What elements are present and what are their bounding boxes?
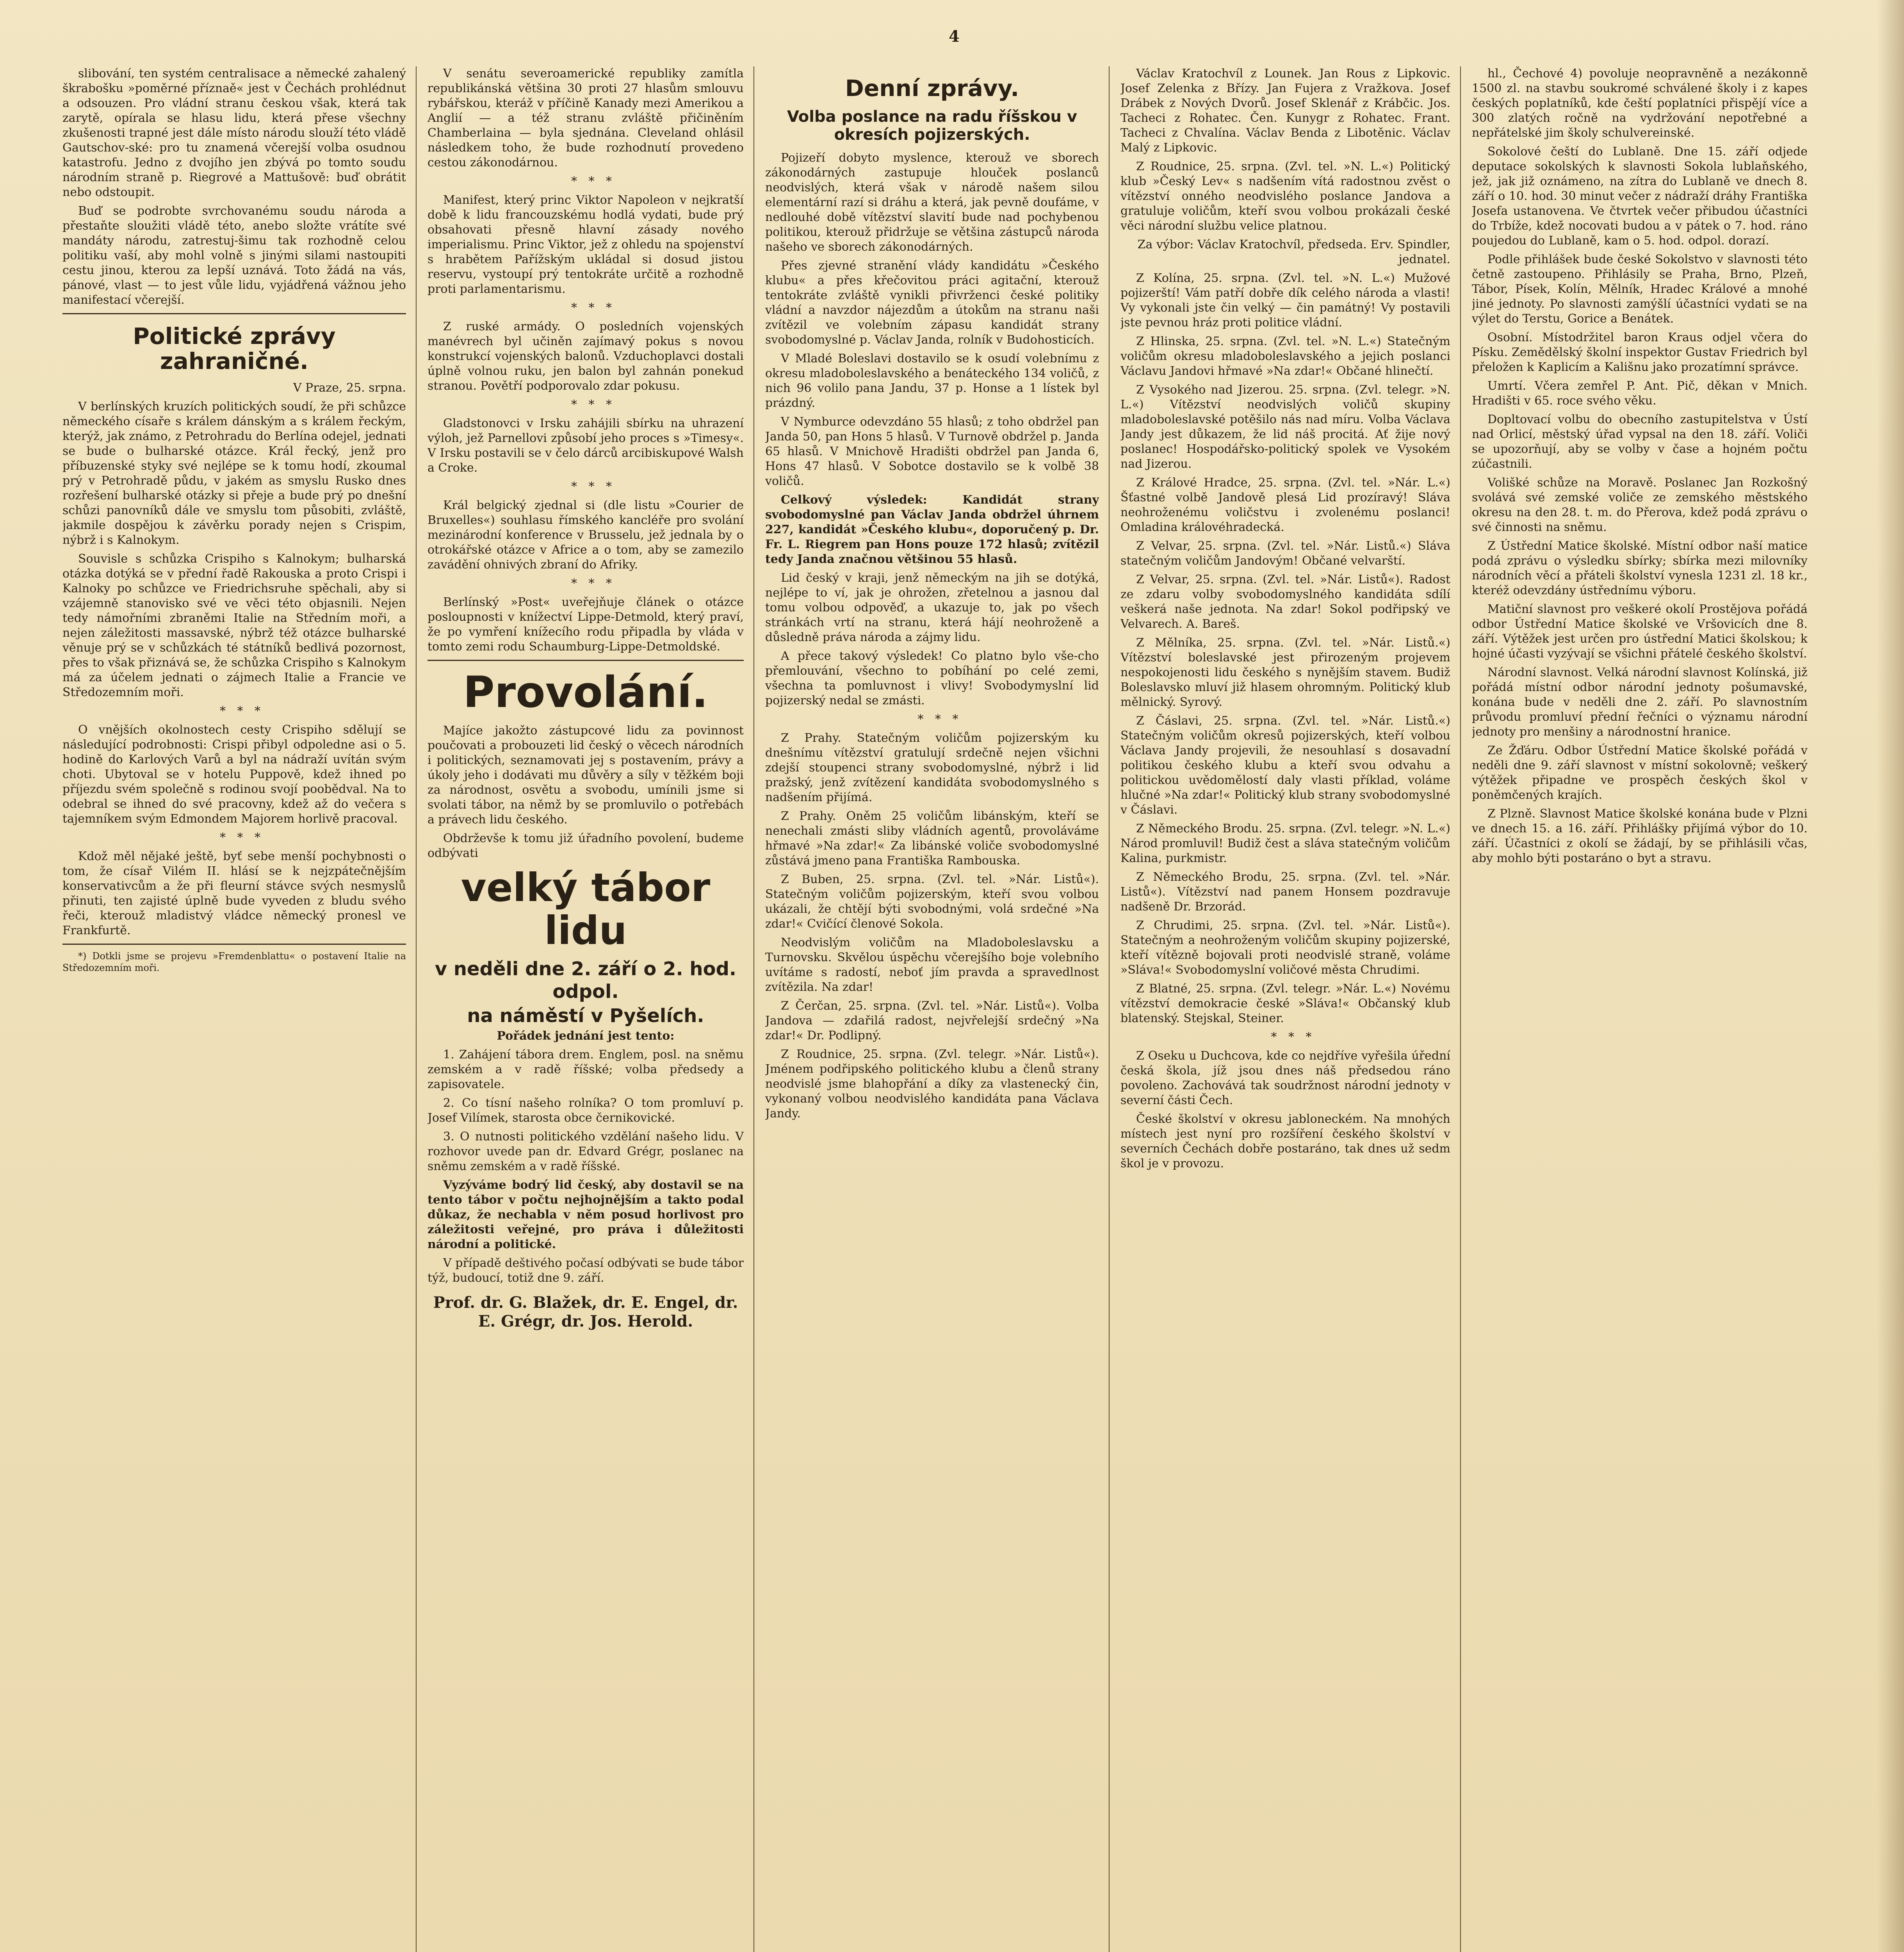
- telegram: Z Blatné, 25. srpna. (Zvl. telegr. »Nár. L.«) Novému vítězství demokracie české »Sláva!« Občanský klub blatenský. Stejskal, Steiner.: [1120, 982, 1450, 1025]
- column-rule: [416, 66, 417, 1952]
- divider: [427, 660, 744, 661]
- telegram: Z Králové Hradce, 25. srpna. (Zvl. tel. »Nár. L.«) Šťastné volbě Jandově plesá Lid prozíravý! Sláva neohroženému voličstvu i zvolenému poslanci! Omladina královéhradecká.: [1120, 476, 1450, 534]
- proclamation-text: Majíce jakožto zástupcové lidu za povinnost poučovati a probouzeti lid český o věcech národních i politických, seznamovati jej s postavením, právy a úkoly jeho i dodávati mu důvěry a síly v těžkém boji za národnost, osvětu a svobodu, umínili jsme si svolati tábor, na němž by se promluvilo o potřebách a právech lidu českého.: [427, 724, 744, 826]
- telegram: Z Vysokého nad Jizerou. 25. srpna. (Zvl. telegr. »N. L.«) Vítězství neodvislých voličů skupiny mladoboleslavské potěšilo nás nad míru. Volba Václava Jandy jest důkazem, že lid náš procitá. Ať žije nový poslanec! Hospodářsko-politický spolek ve Vysokém nad Jizerou.: [1120, 383, 1450, 471]
- telegram: Z Velvar, 25. srpna. (Zvl. tel. »Nár. Listů«). Radost ze zdaru volby svobodomyslného kandidáta sdílí veškerá naše jednota. Na zdar! Sokol podřipský ve Velvarech. A. Bareš.: [1120, 573, 1450, 631]
- divider: [62, 944, 406, 945]
- event-date: v neděli dne 2. září o 2. hod. odpol.: [435, 958, 737, 1003]
- article-text: Umrtí. Včera zemřel P. Ant. Pič, děkan v Mnich. Hradišti v 65. roce svého věku.: [1472, 379, 1808, 408]
- section-heading: Politické zprávy zahraničné.: [133, 323, 336, 374]
- article-text: Buď se podrobte svrchovanému soudu národa a přestaňte sloužiti vládě této, anebo složte vrátíte své mandáty národu, zatrestuj-šimu tak rozhodně celou politiku vaší, aby mohl volně s jinými silami nastoupiti cestu jinou, kterou za lepší uznává. Toto žádá na vás, pánové, vlast — to jest vůle lidu, vyjádřená vážnou jeho manifestací včerejší.: [62, 204, 406, 307]
- article-text: Z ruské armády. O posledních vojenských manévrech byl učiněn zajímavý pokus s novou konstrukcí vojenských balonů. Vzduchoplavci dostali úplně volnou ruku, jen balon byl zahnán ponekud stranou. Povětří podporovalo zdar pokusu.: [427, 320, 744, 393]
- article-text: Národní slavnost. Velká národní slavnost Kolínská, již pořádá místní odbor národní jednoty pošumavské, konána bude v neděli dne 2. září. Po slavnostním průvodu promluví přední řečníci o významu národní jednoty pro menšiny a národnostní hranice.: [1472, 666, 1808, 739]
- signatories: Prof. dr. G. Blažek, dr. E. Engel, dr. E. Grégr, dr. Jos. Herold.: [433, 1293, 738, 1330]
- column-2: [427, 66, 744, 1952]
- column-1: [62, 66, 406, 1952]
- telegram: Z Chrudimi, 25. srpna. (Zvl. tel. »Nár. Listů«). Statečným a neohroženým voličům skupiny pojizerské, kteří vítězně bojovali proti neodvislé straně, voláme »Sláva!« Svobodomyslní voličové města Chrudimi.: [1120, 919, 1450, 977]
- event-place: na náměstí v Pyšelích.: [467, 1005, 704, 1027]
- separator-mark: * * *: [571, 577, 616, 590]
- footnote: *) Dotkli jsme se projevu »Fremdenblattu« o postavení Italie na Středozemním moři.: [62, 951, 406, 973]
- separator-mark: * * *: [571, 301, 616, 315]
- article-text: Dopltovací volbu do obecního zastupitelstva v Ústí nad Orlicí, městský úřad vypsal na den 18. září. Voliči se upozorňují, aby se volby v čase a hojném počtu zúčastnili.: [1472, 413, 1808, 471]
- telegram: Z Hlinska, 25. srpna. (Zvl. tel. »N. L.«) Statečným voličům okresu mladoboleslavského a jejich poslanci Václavu Jandovi hřmavé »Na zdar!« Občané hlinečtí.: [1120, 335, 1450, 378]
- telegram: Z Prahy. Statečným voličům pojizerským ku dnešnímu vítězství gratulují srdečně nejen všichni zdejší stoupenci strany svobodomyslné, nýbrž i lid pražský, jenž zvítězení kandidáta svobodomyslného s nadšením přijímá.: [765, 731, 1099, 804]
- telegram: Z Velvar, 25. srpna. (Zvl. tel. »Nár. Listů.«) Sláva statečným voličům Jandovým! Občané velvarští.: [1120, 539, 1450, 568]
- article-text: V senátu severoamerické republiky zamítla republikánská většina 30 proti 27 hlasům smlouvu rybářskou, kteráž v příčině Kanady mezi Amerikou a Anglií — a též stranu zvláště přičiněním Chamberlaina — byla sjednána. Cleveland ohlásil následkem toho, že bude rozhodnutí provedeno cestou zákonodárnou.: [427, 67, 744, 169]
- article-text: O vnějších okolnostech cesty Crispiho sdělují se následující podrobnosti: Crispi přibyl odpoledne asi o 5. hodině do Karlových Varů a byl na nádraží uvítán svým choti. Ubytoval se v hotelu Puppově, kdež ihned po příjezdu svém společně s rodinou svojí poobědval. Na to odebral se ihned do své pracovny, kdež až do večera s tajemníkem svým Edmondem Majorem horlivě pracoval.: [62, 723, 406, 826]
- article-text: Z Plzně. Slavnost Matice školské konána bude v Plzni ve dnech 15. a 16. září. Přihlášky přijímá výbor do 10. září. Účastníci z okolí se žádají, by se přihlásili včas, aby mohlo býti postaráno o byt a stravu.: [1472, 807, 1808, 865]
- telegram: Z Roudnice, 25. srpna. (Zvl. tel. »N. L.«) Politický klub »Český Lev« s nadšením vítá radostnou zvěst o vítězství onného neodvislého poslance Jandova a gratuluje voličům, kteří svou volbou prokázali české věci národní službu velice platnou.: [1120, 160, 1450, 233]
- article-text: Král belgický zjednal si (dle listu »Courier de Bruxelles«) souhlasu římského kancléře pro svolání mezinárodní konference v Brusselu, jež jednala by o otrokářské otázce v Africe a o tom, aby se zamezilo zavádění ohnivých zbraní do Afriky.: [427, 499, 744, 572]
- article-text: Přes zjevné stranění vlády kandidátu »Českého klubu« a přes křečovitou práci agitační, kterouž tentokráte zvláště vynikli přivrženci české politiky vládní a navzdor nájezdům a útokům na stranu naši zvítězil ve volebním zápasu kandidát strany svobodomyslné p. Václav Janda, rolník v Budohosticích.: [765, 259, 1099, 347]
- telegram: Václav Kratochvíl z Lounek. Jan Rous z Lipkovic. Josef Zelenka z Břízy. Jan Fujera z Vražkova. Josef Drábek z Nových Dvorů. Josef Sklenář z Krábčic. Jos. Tacheci z Rohatec. Čen. Kunygr z Rohatec. Frant. Tacheci z Chvalína. Václav Benda z Libotěnic. Václav Malý z Lipkovic.: [1120, 67, 1450, 155]
- telegram: Neodvislým voličům na Mladoboleslavsku a Turnovsku. Skvělou úspěchu včerejšího boje volebního uvítáme s radostí, neboť jím pravda a spravedlnost zvítězila. Na zdar!: [765, 936, 1099, 994]
- telegram: Z Mělníka, 25. srpna. (Zvl. tel. »Nár. Listů.«) Vítězství boleslavské jest přirozeným projevem nespokojenosti lidu českého s nynějším stavem. Budiž Boleslavsko mluví již hlasem ohromným. Politický klub mělnický. Syrový.: [1120, 636, 1450, 709]
- article-text: V Mladé Boleslavi dostavilo se k osudí volebnímu z okresu mladoboleslavského a benáteckého 134 voličů, z nich 96 volilo pana Jandu, 37 p. Honse a 1 lístek byl prázdný.: [765, 352, 1099, 410]
- proclamation-text: V případě deštivého počasí odbývati se bude tábor týž, budoucí, totiž dne 9. září.: [427, 1256, 744, 1285]
- article-text: České školství v okresu jabloneckém. Na mnohých místech jest nyní pro rozšíření českého školství v severních Čechách dobře postaráno, tak dnes už sedm škol je v provozu.: [1120, 1112, 1450, 1170]
- telegram: Z Buben, 25. srpna. (Zvl. tel. »Nár. Listů«). Statečným voličům pojizerským, kteří svou volbou ukázali, že chtějí býti svobodnými, volá srdečné »Na zdar!« Cvičící členové Sokola.: [765, 873, 1099, 931]
- article-text: Matiční slavnost pro veškeré okolí Prostějova pořádá odbor Ústřední Matice školské ve Vršovicích dne 8. září. Výtěžek jest určen pro ústřední Matici školskou; k hojné účasti vyzývají se všichni přátelé českého školství.: [1472, 602, 1808, 661]
- article-text: Ze Žďáru. Odbor Ústřední Matice školské pořádá v neděli dne 9. září slavnost v místní sokolovně; veškerý výtěžek připadne ve prospěch českých škol v poněmčených krajích.: [1472, 744, 1808, 802]
- column-5: [1472, 66, 1808, 1952]
- article-text: Z Ústřední Matice školské. Místní odbor naší matice podá zprávu o výsledku sbírky; sbírka mezi milovníky národních věcí a přáteli školství vynesla 1231 zl. 18 kr., kteréž odevzdány ústřednímu výboru.: [1472, 539, 1808, 597]
- article-text: Kdož měl nějaké ještě, byť sebe menší pochybnosti o tom, že císař Vilém II. hlásí se k nejzpátečnějším konservativcům a že při fleurní stávce svých nesmyslů přinuti, ten zajisté úplně bude vyveden z bludu svého řeči, kterouž mladistvý vládce německý pronesl ve Frankfurtě.: [62, 850, 406, 937]
- section-heading: Denní zprávy.: [845, 75, 1019, 102]
- article-text: Podle přihlášek bude české Sokolstvo v slavnosti této četně zastoupeno. Přihlásily se Praha, Brno, Plzeň, Tábor, Písek, Kolín, Mělník, Hradec Králové a mnohé jiné jednoty. Po slavnosti zamýšlí účastníci vydati se na výlet do Terstu, Gorice a Benátek.: [1472, 253, 1808, 326]
- telegram: Z Německého Brodu, 25. srpna. (Zvl. tel. »Nár. Listů«). Vítězství nad panem Honsem pozdravuje nadšeně Dr. Brzorád.: [1120, 870, 1450, 914]
- column-rule: [1109, 66, 1110, 1952]
- proclamation-appeal: Vyzýváme bodrý lid český, aby dostavil se na tento tábor v počtu nejhojnějším a takto podal důkaz, že nechabla v něm posud horlivost pro záležitosti veřejné, pro práva i důležitosti národní a politické.: [427, 1178, 744, 1251]
- separator-mark: * * *: [571, 175, 616, 188]
- proclamation-title: Provolání.: [463, 667, 708, 717]
- telegram: Z Německého Brodu. 25. srpna. (Zvl. telegr. »N. L.«) Národ promluvil! Budiž čest a sláva statečným voličům Kalina, purkmistr.: [1120, 822, 1450, 865]
- article-text: V Nymburce odevzdáno 55 hlasů; z toho obdržel pan Janda 50, pan Hons 5 hlasů. V Turnově obdržel p. Janda 65 hlasů. V Mnichově Hradišti obdržel pan Janda 6, Hons 47 hlasů. V Sobotce dostavilo se k volbě 38 voličů.: [765, 415, 1099, 488]
- separator-mark: * * *: [571, 398, 616, 411]
- article-text: Berlínský »Post« uveřejňuje článek o otázce posloupnosti v knížectví Lippe-Detmold, který praví, že po vymření knížecího rodu připadla by vláda v tomto zemi rodu Schaumburg-Lippe-Detmoldské.: [427, 595, 744, 654]
- separator-mark: * * *: [917, 712, 962, 726]
- signature: Za výbor: Václav Kratochvíl, předseda. Erv. Spindler, jednatel.: [1137, 238, 1450, 266]
- separator-mark: * * *: [1271, 1030, 1316, 1044]
- article-text: Celkový výsledek: Kandidát strany svobodomyslné pan Václav Janda obdržel úhrnem 227, kandidát »Českého klubu«, doporučený p. Dr. Fr. L. Riegrem pan Hons pouze 172 hlasů; zvítězil tedy Janda značnou většinou 55 hlasů.: [765, 493, 1099, 566]
- article-text: V berlínských kruzích politických soudí, že při schůzce německého císaře s králem dánským a s králem řeckým, kterýž, jak známo, z Petrohradu do Berlína odejel, jednati se bude o bulharské otázce. Král řecký, jenž pro příbuzenské styky své nejlépe se k tomu hodí, zkoumal prý v Petrohradě půdu, v jakém as smyslu Rusko dnes rozřešení bulharské otázky si přeje a bude prý po dnešní schůzi panovníků dále ve smyslu tom působiti, zvláště, jakmile dospějou k závěrku porady nejen s Crispim, nýbrž i s Kalnokym.: [62, 400, 406, 547]
- article-text: A přece takový výsledek! Co platno bylo vše-cho přemlouvání, všechno to pobíhání po celé zemi, všechna ta pomluvnost i vlivy! Svobodymyslní lid pojizerský nedal se zmásti.: [765, 649, 1099, 707]
- article-text: Pojizeří dobyto myslence, kterouž ve sborech zákonodárných zastupuje hlouček poslanců neodvislých, která však v národě našem silou elementární razí si dráhu a která, jak pevně doufáme, v nedlouhé době vítězství slavití bude nad pochybenou politikou, kterouž přidržuje se většina zástupců národa našeho ve sborech zákonodárných.: [765, 151, 1099, 254]
- article-text: Osobní. Místodržitel baron Kraus odjel včera do Písku. Zemědělský školní inspektor Gustav Friedrich byl přeložen k Kaplicím a Kališnu jako prozatímní správce.: [1472, 331, 1808, 374]
- program-item: 1. Zahájení tábora drem. Englem, posl. na sněmu zemském a v radě říšské; volba předsedy a zapisovatele.: [427, 1048, 744, 1091]
- article-text: Lid český v kraji, jenž německým na jih se dotýká, nejlépe to ví, jak je ohrožen, zřetelnou a jasnou dal tomu volbou odpověď, a ukazuje to, jak po všech stránkách vrtí na stranu, která hájí neohroženě a důsledně práva národa a zájmy lidu.: [765, 571, 1099, 644]
- divider: [62, 313, 406, 314]
- column-3: [765, 66, 1099, 1952]
- page-number: 4: [949, 27, 960, 46]
- article-text: Z Oseku u Duchcova, kde co nejdříve vyřešila úřední česká škola, jíž jsou dnes náš předsedou ráno povoleno. Zachovává tak soudržnost národní jednoty v severní části Čech.: [1120, 1049, 1450, 1107]
- column-rule: [753, 66, 754, 1952]
- separator-mark: * * *: [571, 480, 616, 493]
- program-item: 3. O nutnosti politického vzdělání našeho lidu. V rozhovor uvede pan dr. Edvard Grégr, poslanec na sněmu zemském a v radě říšské.: [427, 1130, 744, 1173]
- separator-mark: * * *: [219, 831, 265, 844]
- program-item: 2. Co tísní našeho rolníka? O tom promluví p. Josef Vilímek, starosta obce černikovické.: [427, 1096, 744, 1125]
- telegram: Z Čáslavi, 25. srpna. (Zvl. tel. »Nár. Listů.«) Statečným voličům okresů pojizerských, kteří volbou Václava Jandy projevili, že nesouhlasí s dosavadní politikou českého klubu a kteří svou odvahu a politickou uvědomělostí daly vlasti příklad, voláme hlučné »Na zdar!« Politický klub strany svobodomyslné v Čáslavi.: [1120, 714, 1450, 817]
- telegram: Z Kolína, 25. srpna. (Zvl. tel. »N. L.«) Mužové pojizerští! Vám patří dobře dík celého národa a vlasti! Vy vykonali jste čin velký — čin památný! Vy postavili jste pevnou hráz proti politice vládní.: [1120, 271, 1450, 329]
- column-4: [1120, 66, 1450, 1952]
- article-text: Sokolové čeští do Lublaně. Dne 15. září odjede deputace sokolských k slavnosti Sokola lublaňského, jež, jak již oznámeno, na zítra do Lublaně ve dnech 8. září o 10. hod. 30 minut večer z nádraží dráhy Františka Josefa ustanovena. Ve čtvrtek večer přibudou účastníci do Trbíže, kdež nocovati budou a v pátek o 7. hod. ráno poujedou do Lublaně, kam o 5. hod. odpol. dorazí.: [1472, 145, 1808, 248]
- telegram: Z Roudnice, 25. srpna. (Zvl. telegr. »Nár. Listů«). Jménem podřipského politického klubu a členů strany neodvislé jsme blahopřání a díky za vlastenecký čin, vykonaný volbou neodvislého kandidáta pana Václava Jandy.: [765, 1047, 1099, 1120]
- proclamation-text: Obdrževše k tomu již úřadního povolení, budeme odbývati: [427, 832, 744, 860]
- event-title: velký tábor lidu: [461, 865, 711, 953]
- page-edge-shadow: [1877, 0, 1904, 1952]
- telegram: Z Čerčan, 25. srpna. (Zvl. tel. »Nár. Listů«). Volba Jandova — zdařilá radost, nejvřelejší srdečný »Na zdar!« Dr. Podlipný.: [765, 999, 1099, 1042]
- separator-mark: * * *: [219, 704, 265, 718]
- article-text: Gladstonovci v Irsku zahájili sbírku na uhrazení výloh, jež Parnellovi způsobí jeho proces s »Timesy«. V Irsku postavili se v čelo dárců arcibiskupové Walsh a Croke.: [427, 417, 744, 475]
- article-text: Souvisle s schůzka Crispiho s Kalnokym; bulharská otázka dotýká se v přední řadě Rakouska a proto Crispi i Kalnoky po schůzce ve Friedrichsruhe spěchali, aby si vzájemně stanovisko své ve věci této objasnili. Nejen tedy námořními zbraněmi Italie na Středním moři, a nejen záležitosti massavské, nýbrž též otázce bulharské věnuje prý se v schůzkách té státníků bedlivá pozornost, přes to však přiznává se, že schůzka Crispiho s Kalnokym má za účelem jednati o zájmech Italie a Francie ve Středozemním moři.: [62, 552, 406, 699]
- program-heading: Pořádek jednání jest tento:: [497, 1029, 675, 1043]
- article-text: Manifest, který princ Viktor Napoleon v nejkratší době k lidu francouzskému hodlá vydati, bude prý obsahovati přesně hlavní zásady nového imperialismu. Princ Viktor, jež z ohledu na spojenství s hrabětem Pařížským ukládal si dosud jistou reservu, vystoupí prý tentokráte určitě a rozhodně proti parlamentarismu.: [427, 193, 744, 296]
- dateline: V Praze, 25. srpna.: [293, 381, 406, 395]
- column-rule: [1460, 66, 1461, 1952]
- article-text: slibování, ten systém centralisace a německé zahalený škrabošku »poměrné příznaě« jest v Čechách prohlédnut a odsouzen. Pro vládní stranu českou však, která tak zarytě, opírala se hlasu lidu, která přese všechny zkušenosti trapné jest dále místo národu slouží této vládě Gautschov-ské: pro tu znamená včerejší volba osudnou katastrofu. Jedno z dvojího jen zbývá po tomto soudu národním straně p. Riegrové a Mattušově: buď obrátit nebo odstoupit.: [62, 67, 406, 199]
- telegram: Z Prahy. Oněm 25 voličům libánským, kteří se nenechali zmásti sliby vládních agentů, provoláváme hřmavé »Na zdar!« Za libánské voliče svobodomyslné zůstává jmeno pana Františka Rambouska.: [765, 809, 1099, 867]
- article-text: hl., Čechové 4) povoluje neopravněně a nezákonně 1500 zl. na stavbu soukromé schválené školy i z kapes českých poplatníků, kde čeští poplatníci přispějí více a 300 zlatých ročně na vydržování nepotřebné a nepřátelské jim školy schulvereinské.: [1472, 67, 1808, 140]
- article-text: Volišké schůze na Moravě. Poslanec Jan Rozkošný svolává své zemské voliče ze zemského městského okresu na den 28. t. m. do Přerova, kdež podá zprávu o své činnosti na sněmu.: [1472, 476, 1808, 534]
- article-headline: Volba poslance na radu říšskou v okresích pojizerských.: [787, 108, 1078, 144]
